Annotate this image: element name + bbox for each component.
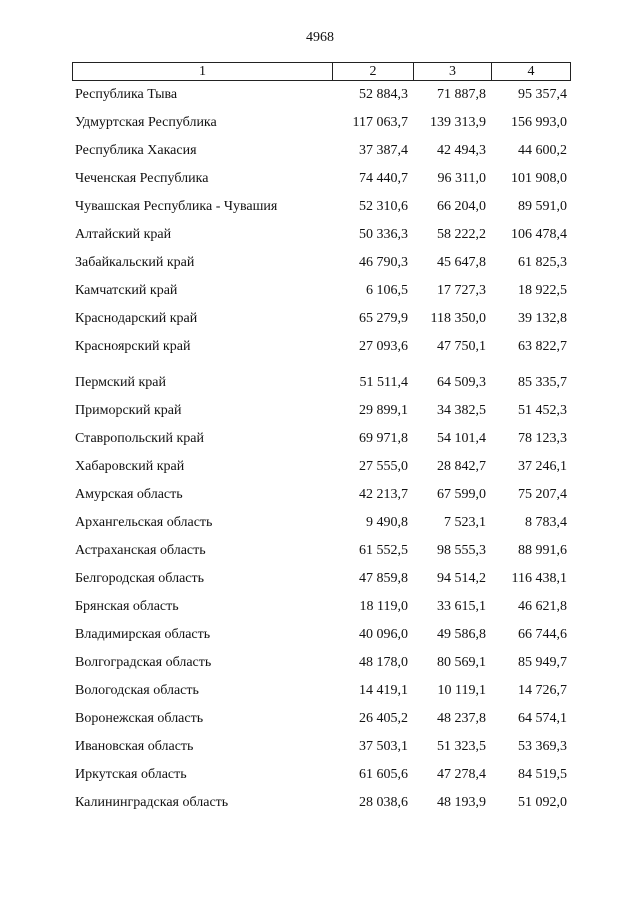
value-col-3-cell: 28 842,7 [437,459,486,474]
table-row [0,337,640,365]
table-body [0,85,640,821]
value-col-2-cell: 51 511,4 [359,375,408,390]
value-col-2-cell: 74 440,7 [359,171,408,186]
table-row [0,541,640,569]
table-row [0,709,640,737]
value-col-2-cell: 61 605,6 [359,767,408,782]
column-header-4: 4 [492,63,571,81]
region-name-cell: Архангельская область [75,515,213,530]
value-col-4-cell: 37 246,1 [518,459,567,474]
table-row [0,429,640,457]
value-col-2-cell: 69 971,8 [359,431,408,446]
table-row [0,737,640,765]
table-row [0,653,640,681]
table-row [0,485,640,513]
value-col-2-cell: 28 038,6 [359,795,408,810]
value-col-2-cell: 6 106,5 [366,283,408,298]
table-row [0,401,640,429]
value-col-4-cell: 88 991,6 [518,543,567,558]
region-name-cell: Чувашская Республика - Чувашия [75,199,278,214]
value-col-4-cell: 14 726,7 [518,683,567,698]
value-col-4-cell: 85 335,7 [518,375,567,390]
value-col-4-cell: 101 908,0 [511,171,567,186]
table-row [0,597,640,625]
value-col-2-cell: 18 119,0 [359,599,408,614]
table-row [0,765,640,793]
value-col-3-cell: 33 615,1 [437,599,486,614]
value-col-3-cell: 48 237,8 [437,711,486,726]
region-name-cell: Республика Хакасия [75,143,197,158]
value-col-3-cell: 48 193,9 [437,795,486,810]
table-row [0,85,640,113]
region-name-cell: Чеченская Республика [75,171,209,186]
table-row [0,225,640,253]
value-col-2-cell: 37 503,1 [359,739,408,754]
value-col-4-cell: 18 922,5 [518,283,567,298]
value-col-2-cell: 14 419,1 [359,683,408,698]
table-row [0,197,640,225]
column-header-3: 3 [414,63,492,81]
column-header-row [73,63,571,81]
column-header-table [72,62,571,81]
region-name-cell: Краснодарский край [75,311,198,326]
value-col-2-cell: 48 178,0 [359,655,408,670]
value-col-4-cell: 66 744,6 [518,627,567,642]
value-col-2-cell: 40 096,0 [359,627,408,642]
value-col-3-cell: 17 727,3 [437,283,486,298]
region-name-cell: Ивановская область [75,739,194,754]
value-col-3-cell: 34 382,5 [437,403,486,418]
table-row [0,681,640,709]
value-col-2-cell: 37 387,4 [359,143,408,158]
region-name-cell: Хабаровский край [75,459,185,474]
region-name-cell: Приморский край [75,403,182,418]
value-col-2-cell: 29 899,1 [359,403,408,418]
value-col-2-cell: 27 093,6 [359,339,408,354]
value-col-2-cell: 42 213,7 [359,487,408,502]
value-col-3-cell: 58 222,2 [437,227,486,242]
table-row [0,793,640,821]
table-row [0,281,640,309]
table-row [0,373,640,401]
value-col-3-cell: 49 586,8 [437,627,486,642]
region-name-cell: Владимирская область [75,627,211,642]
value-col-4-cell: 53 369,3 [518,739,567,754]
value-col-2-cell: 9 490,8 [366,515,408,530]
table-row [0,569,640,597]
table-row [0,141,640,169]
region-name-cell: Ставропольский край [75,431,204,446]
table-row [0,513,640,541]
value-col-3-cell: 10 119,1 [437,683,486,698]
value-col-3-cell: 51 323,5 [437,739,486,754]
value-col-3-cell: 67 599,0 [437,487,486,502]
table-row [0,625,640,653]
region-name-cell: Амурская область [75,487,183,502]
value-col-3-cell: 66 204,0 [437,199,486,214]
value-col-2-cell: 65 279,9 [359,311,408,326]
value-col-4-cell: 89 591,0 [518,199,567,214]
page-number: 4968 [306,30,334,45]
table-row [0,253,640,281]
column-header-1: 1 [73,63,333,81]
table-row [0,309,640,337]
region-name-cell: Республика Тыва [75,87,178,102]
value-col-2-cell: 61 552,5 [359,543,408,558]
value-col-3-cell: 71 887,8 [437,87,486,102]
value-col-3-cell: 80 569,1 [437,655,486,670]
region-name-cell: Брянская область [75,599,179,614]
region-name-cell: Астраханская область [75,543,206,558]
region-name-cell: Забайкальский край [75,255,195,270]
value-col-2-cell: 52 310,6 [359,199,408,214]
value-col-2-cell: 50 336,3 [359,227,408,242]
table-row [0,457,640,485]
region-name-cell: Волгоградская область [75,655,212,670]
value-col-4-cell: 64 574,1 [518,711,567,726]
value-col-4-cell: 95 357,4 [518,87,567,102]
value-col-4-cell: 51 452,3 [518,403,567,418]
value-col-3-cell: 47 278,4 [437,767,486,782]
value-col-4-cell: 8 783,4 [525,515,567,530]
region-name-cell: Удмуртская Республика [75,115,217,130]
table-row [0,113,640,141]
value-col-4-cell: 85 949,7 [518,655,567,670]
region-name-cell: Вологодская область [75,683,199,698]
region-name-cell: Пермский край [75,375,166,390]
column-header-2: 2 [333,63,414,81]
value-col-2-cell: 47 859,8 [359,571,408,586]
value-col-3-cell: 7 523,1 [444,515,486,530]
table-row [0,169,640,197]
region-name-cell: Белгородская область [75,571,205,586]
value-col-3-cell: 139 313,9 [430,115,486,130]
value-col-4-cell: 63 822,7 [518,339,567,354]
region-name-cell: Воронежская область [75,711,204,726]
value-col-2-cell: 52 884,3 [359,87,408,102]
value-col-2-cell: 117 063,7 [352,115,408,130]
value-col-3-cell: 96 311,0 [437,171,486,186]
region-name-cell: Калининградская область [75,795,229,810]
value-col-2-cell: 27 555,0 [359,459,408,474]
value-col-3-cell: 64 509,3 [437,375,486,390]
region-name-cell: Красноярский край [75,339,191,354]
value-col-4-cell: 78 123,3 [518,431,567,446]
value-col-4-cell: 61 825,3 [518,255,567,270]
value-col-4-cell: 84 519,5 [518,767,567,782]
value-col-4-cell: 156 993,0 [511,115,567,130]
value-col-4-cell: 46 621,8 [518,599,567,614]
value-col-3-cell: 47 750,1 [437,339,486,354]
value-col-3-cell: 118 350,0 [430,311,486,326]
value-col-3-cell: 42 494,3 [437,143,486,158]
value-col-4-cell: 44 600,2 [518,143,567,158]
value-col-2-cell: 26 405,2 [359,711,408,726]
region-name-cell: Алтайский край [75,227,172,242]
value-col-3-cell: 98 555,3 [437,543,486,558]
value-col-4-cell: 75 207,4 [518,487,567,502]
region-name-cell: Камчатский край [75,283,178,298]
value-col-4-cell: 106 478,4 [511,227,567,242]
region-name-cell: Иркутская область [75,767,187,782]
value-col-2-cell: 46 790,3 [359,255,408,270]
value-col-4-cell: 39 132,8 [518,311,567,326]
value-col-3-cell: 45 647,8 [437,255,486,270]
value-col-4-cell: 51 092,0 [518,795,567,810]
value-col-3-cell: 54 101,4 [437,431,486,446]
value-col-3-cell: 94 514,2 [437,571,486,586]
value-col-4-cell: 116 438,1 [511,571,567,586]
